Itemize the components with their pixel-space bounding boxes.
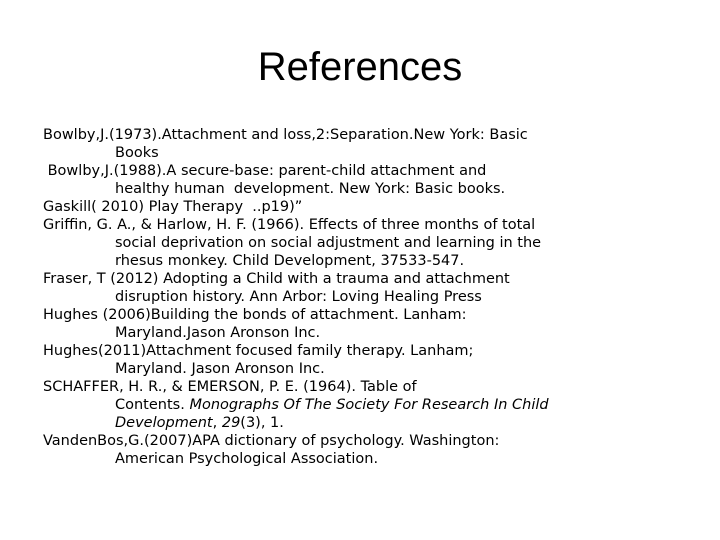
reference-item: Hughes (2006)Building the bonds of attachment. Lanham: Maryland.Jason Aronson Inc. <box>43 307 467 341</box>
reference-item: Hughes(2011)Attachment focused family therapy. Lanham; Maryland. Jason Aronson Inc. <box>43 343 474 377</box>
reference-item: Fraser, T (2012) Adopting a Child with a trauma and attachment disruption history. Ann Arbor: Loving Healing Press <box>43 271 510 305</box>
reference-item: Griffin, G. A., & Harlow, H. F. (1966). Effects of three months of total social deprivation on social adjustment and learning in the rhesus monkey. Child Development, 37533-547. <box>43 217 542 269</box>
reference-item: Bowlby,J.(1988).A secure-base: parent-child attachment and healthy human development. New York: Basic books. <box>43 163 506 197</box>
reference-item: Bowlby,J.(1973).Attachment and loss,2:Separation.New York: Basic Books <box>43 127 528 161</box>
slide-title: References <box>257 45 463 89</box>
reference-item: Gaskill( 2010) Play Therapy ..p19)” <box>43 199 303 215</box>
reference-list <box>43 126 683 468</box>
reference-item: VandenBos,G.(2007)APA dictionary of psychology. Washington: American Psychological Association. <box>43 433 500 467</box>
reference-item: SCHAFFER, H. R., & EMERSON, P. E. (1964). Table of Contents. Monographs Of The Society For Research In Child Development, 29(3), 1. <box>43 379 549 431</box>
